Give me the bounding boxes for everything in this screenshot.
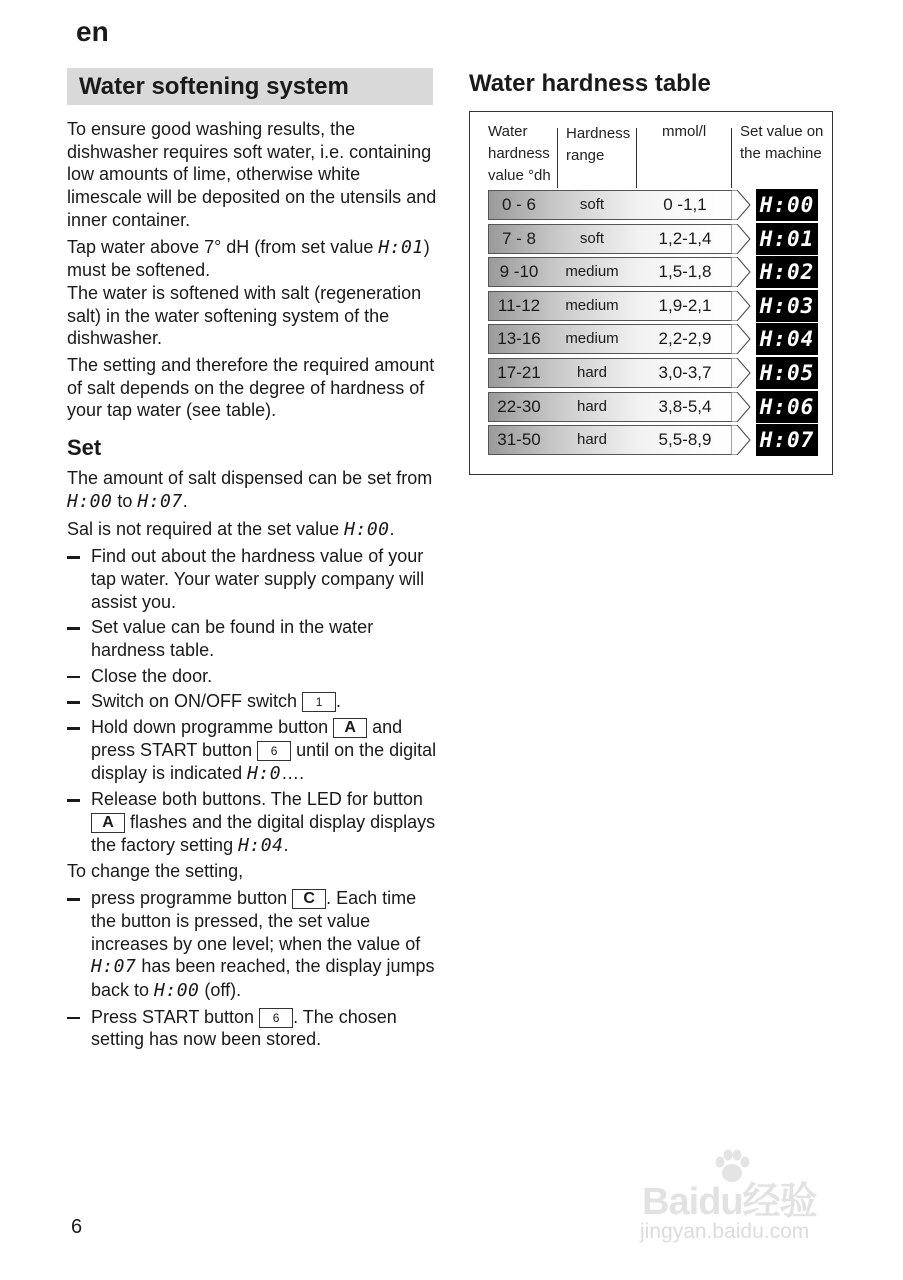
list-item: Press START button 6 . The chosen setting has now been stored. (67, 1006, 437, 1051)
no-salt-paragraph: Sal is not required at the set value H:00. (67, 518, 395, 540)
left-column (67, 118, 437, 1054)
header-set-value: Set value on the machine (740, 123, 824, 162)
program-key-a: A (333, 718, 367, 738)
arrow-icon (731, 324, 751, 354)
start-key-6: 6 (259, 1008, 293, 1028)
header-hardness-range: Hardness range (566, 125, 631, 164)
header-divider (636, 128, 637, 188)
arrow-icon (731, 425, 751, 455)
arrow-icon (731, 257, 751, 287)
hardness-value: 13-16 (497, 329, 541, 349)
softening-paragraph: The water is softened with salt (regeneration salt) in the water softening system of the dishwasher. (67, 282, 422, 349)
change-intro: To change the setting, (67, 861, 244, 882)
set-value-display: H:07 (756, 424, 818, 456)
page-number: 6 (71, 1216, 83, 1238)
intro-paragraph: To ensure good washing results, the dishwasher requires soft water, i.e. containing low amounts of lime, otherwise white limescale will be deposited on the utensils and inner container. (67, 119, 437, 230)
display-code: H:00 (344, 518, 390, 540)
mmol-value: 2,2-2,9 (658, 329, 712, 349)
mmol-value: 1,5-1,8 (658, 262, 712, 282)
hardness-range: soft (579, 229, 605, 247)
set-value-display: H:05 (756, 357, 818, 389)
mmol-value: 0 -1,1 (663, 195, 707, 214)
change-steps-list (67, 887, 437, 1051)
watermark-logo: Baidu经验 (642, 1181, 817, 1223)
mmol-value: 1,2-1,4 (658, 228, 712, 248)
set-value-display: H:06 (756, 391, 818, 423)
list-item: Release both buttons. The LED for button A flashes and the digital display displays the factory setting H:04. (67, 788, 437, 857)
hardness-range: medium (565, 330, 619, 348)
hardness-value: 31-50 (497, 430, 541, 450)
program-key-c: C (292, 889, 326, 909)
hardness-range: medium (565, 263, 619, 281)
start-key-6: 6 (257, 741, 291, 761)
setting-paragraph: The setting and therefore the required amount of salt depends on the degree of hardness of your tap water (see table). (67, 355, 435, 421)
mmol-value: 5,5-8,9 (658, 430, 712, 450)
section-title: Water softening system (67, 68, 433, 105)
set-heading: Set (67, 435, 102, 461)
set-value-display: H:03 (756, 290, 818, 322)
list-item: Hold down programme button A and press START button 6 until on the digital display is indicated H:0…. (67, 716, 437, 785)
display-code: H:07 (137, 490, 183, 512)
list-item: Switch on ON/OFF switch 1 . (67, 690, 437, 713)
list-item: press programme button C . Each time the button is pressed, the set value increases by one level; when the value of H:07 has been reached, the display jumps back to H:00 (off). (67, 887, 437, 1003)
switch-key-1: 1 (302, 692, 336, 712)
watermark-url: jingyan.baidu.com (640, 1220, 810, 1243)
program-key-a: A (91, 813, 125, 833)
hardness-value: 17-21 (497, 363, 541, 382)
header-divider (557, 128, 558, 188)
set-value-display: H:00 (756, 189, 818, 221)
arrow-icon (731, 224, 751, 254)
hardness-range: soft (579, 196, 605, 213)
display-code: H:07 (91, 956, 137, 978)
display-code: H:00 (67, 490, 113, 512)
hardness-value: 9 -10 (499, 262, 539, 282)
list-item: Find out about the hardness value of your tap water. Your water supply company will assist you. (67, 545, 437, 613)
tap-water-paragraph: Tap water above 7° dH (from set value H:01) must be softened. (67, 236, 430, 281)
hardness-value: 0 - 6 (501, 195, 537, 214)
display-code: H:0 (247, 762, 282, 784)
mmol-value: 3,0-3,7 (658, 363, 712, 382)
hardness-range: hard (576, 364, 608, 381)
display-code: H:01 (378, 236, 424, 258)
hardness-value: 22-30 (497, 396, 541, 416)
water-hardness-table (469, 111, 833, 475)
arrow-icon (731, 190, 751, 220)
set-value-display: H:01 (756, 223, 818, 255)
arrow-icon (731, 358, 751, 388)
hardness-range: hard (576, 397, 608, 415)
hardness-range: hard (576, 431, 608, 449)
arrow-icon (731, 392, 751, 422)
display-code: H:00 (154, 979, 200, 1001)
hardness-value: 11-12 (497, 295, 541, 315)
language-tag: en (76, 16, 109, 47)
table-title: Water hardness table (469, 70, 711, 97)
set-range-paragraph: The amount of salt dispensed can be set from H:00 to H:07. (67, 468, 433, 512)
mmol-value: 1,9-2,1 (658, 295, 712, 315)
set-steps-list (67, 545, 437, 857)
baidu-watermark (636, 1148, 856, 1248)
header-mmol: mmol/l (662, 123, 707, 140)
arrow-icon (731, 291, 751, 321)
set-value-display: H:04 (756, 323, 818, 355)
header-divider (731, 128, 732, 188)
list-item: Close the door. (67, 665, 437, 688)
header-water-hardness: Water hardness value °dh (488, 123, 551, 184)
display-code: H:04 (238, 834, 284, 856)
mmol-value: 3,8-5,4 (658, 396, 712, 416)
set-value-display: H:02 (756, 256, 818, 288)
list-item: Set value can be found in the water hardness table. (67, 616, 437, 661)
hardness-range: medium (565, 296, 619, 314)
hardness-value: 7 - 8 (501, 228, 537, 248)
